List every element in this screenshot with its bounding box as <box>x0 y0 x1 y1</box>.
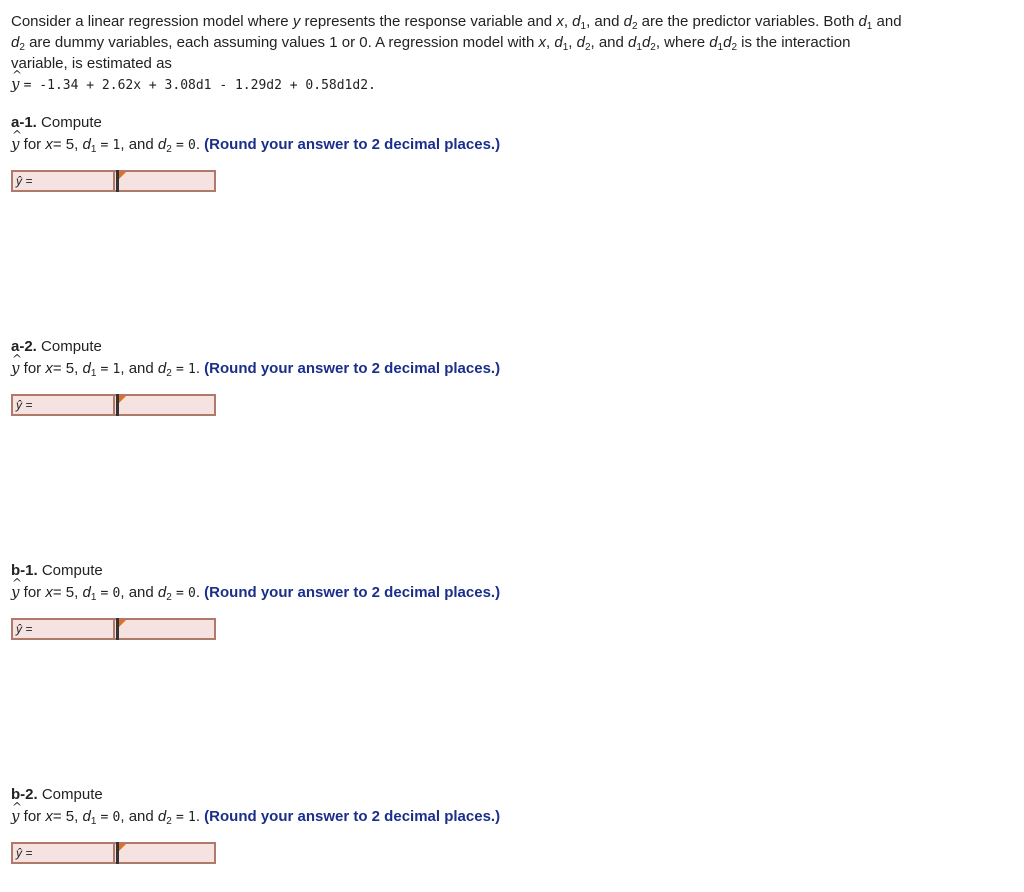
question-label: b-1. <box>11 562 38 579</box>
rounding-hint: (Round your answer to 2 decimal places.) <box>204 808 501 825</box>
answer-row <box>11 618 216 640</box>
answer-label: ŷ = <box>11 170 113 192</box>
intro-line-1: Consider a linear regression model where y represents the response variable and x, $d_1$, and $d_2$ are the predictor variables. Both $d_1$ and <box>11 13 902 32</box>
intro-line-2: $d_2$ are dummy variables, each assuming values 1 or 0. A regression model with x, $d_1$, $d_2$, and $d_1d_2$, where $d_1d_2$ is the interaction <box>11 34 851 53</box>
answer-input[interactable] <box>113 170 216 192</box>
question-a1: a-1. Compute ^ y for x= 5, $d_1 = 1$, and $d_2 = 0$. (Round your answer to 2 decimal places.) ŷ = <box>11 112 500 156</box>
question-b1: b-1. Compute ^ y for x= 5, $d_1 = 0$, and $d_2 = 0$. (Round your answer to 2 decimal places.) ŷ = <box>11 560 500 604</box>
intro-line-3: variable, is estimated as <box>11 55 172 72</box>
rounding-hint: (Round your answer to 2 decimal places.) <box>204 584 501 601</box>
answer-row <box>11 394 216 416</box>
answer-row <box>11 170 216 192</box>
question-label: b-2. <box>11 786 38 803</box>
question-prompt: ^ y for x= 5, $d_1 = 1$, and $d_2 = 1$. (Round your answer to 2 decimal places.) <box>11 358 500 380</box>
answer-row <box>11 842 216 864</box>
question-a2: a-2. Compute ^ y for x= 5, $d_1 = 1$, and $d_2 = 1$. (Round your answer to 2 decimal places.) ŷ = <box>11 336 500 380</box>
question-prompt: ^ y for x= 5, $d_1 = 0$, and $d_2 = 1$. (Round your answer to 2 decimal places.) <box>11 806 500 828</box>
question-prompt: ^ y for x= 5, $d_1 = 0$, and $d_2 = 0$. (Round your answer to 2 decimal places.) <box>11 582 500 604</box>
question-label: a-1. <box>11 114 37 131</box>
question-label: a-2. <box>11 338 37 355</box>
answer-input[interactable] <box>113 618 216 640</box>
rounding-hint: (Round your answer to 2 decimal places.) <box>204 136 501 153</box>
question-prompt: ^ y for x= 5, $d_1 = 1$, and $d_2 = 0$. (Round your answer to 2 decimal places.) <box>11 134 500 156</box>
problem-statement <box>11 11 1011 96</box>
answer-label: ŷ = <box>11 842 113 864</box>
regression-equation: ^ y = -1.34 + 2.62x + 3.08d1 - 1.29d2 + 0.58d1d2. <box>11 74 1011 96</box>
answer-label: ŷ = <box>11 394 113 416</box>
question-b2: b-2. Compute ^ y for x= 5, $d_1 = 0$, and $d_2 = 1$. (Round your answer to 2 decimal places.) ŷ = <box>11 784 500 828</box>
answer-input[interactable] <box>113 394 216 416</box>
answer-label: ŷ = <box>11 618 113 640</box>
rounding-hint: (Round your answer to 2 decimal places.) <box>204 360 501 377</box>
answer-input[interactable] <box>113 842 216 864</box>
